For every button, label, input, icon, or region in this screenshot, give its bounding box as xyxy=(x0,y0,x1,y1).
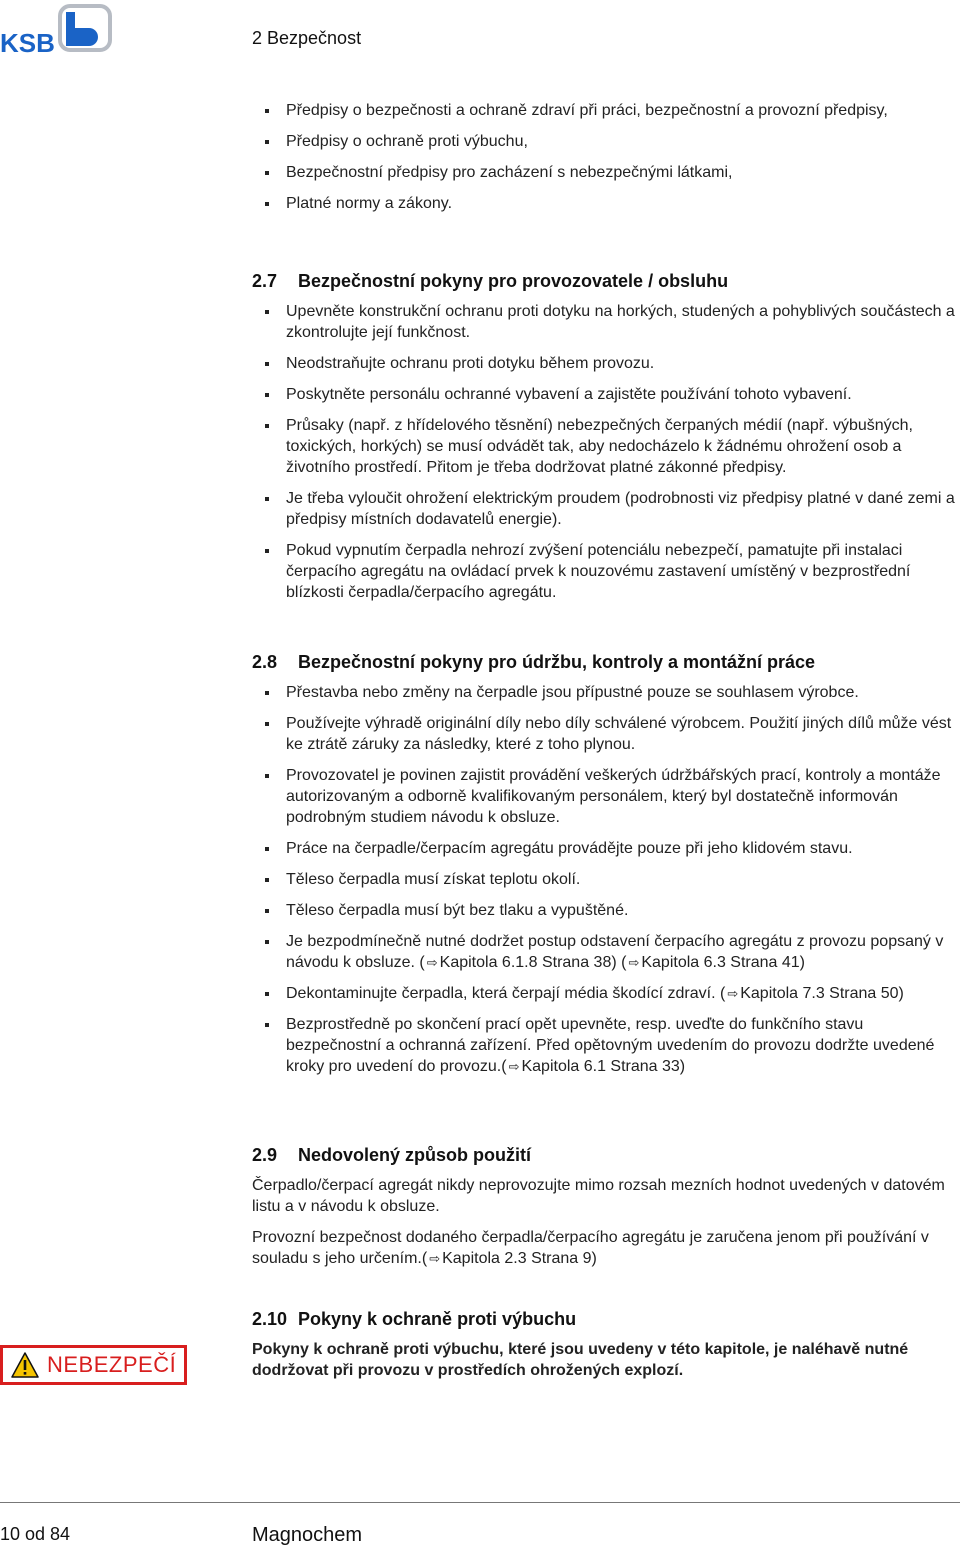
running-header: 2 Bezpečnost xyxy=(252,28,362,48)
danger-label-box xyxy=(0,1345,187,1385)
item-text: Dekontaminujte čerpadla, která čerpají média škodící zdraví. ( xyxy=(286,985,726,1002)
intro-list-block xyxy=(252,100,956,224)
list-item: Pokud vypnutím čerpadla nehrozí zvýšení potenciálu nebezpečí, pamatujte při instalaci čerpacího agregátu na ovládací prvek k nouzovému zastavení umístěný v bezprostřední blízkosti čerpadla/čerpacího agregátu. xyxy=(252,540,956,603)
section-2-9 xyxy=(252,1143,956,1279)
list-item: Předpisy o ochraně proti výbuchu, xyxy=(252,131,956,152)
cross-reference-arrow-icon: ⇨ xyxy=(727,986,739,1001)
list-item xyxy=(252,983,956,1004)
list-item: Předpisy o bezpečnosti a ochraně zdraví při práci, bezpečnostní a provozní předpisy, xyxy=(252,100,956,121)
section-heading xyxy=(252,1307,956,1331)
cross-reference-arrow-icon: ⇨ xyxy=(426,955,438,970)
item-text: Bezprostředně po skončení prací opět upevněte, resp. uveďte do funkčního stavu bezpečnostní a ochranná zařízení. Před opětovným uvedením do provozu dodržte uvedené kroky pro uvedení do provozu.( xyxy=(286,1016,935,1075)
section-title: Nedovolený způsob použití xyxy=(298,1145,531,1165)
cross-reference-link[interactable]: Kapitola 6.1 Strana 33) xyxy=(521,1058,686,1075)
footer-divider xyxy=(0,1502,960,1503)
section-number: 2.10 xyxy=(252,1309,288,1329)
cross-reference-arrow-icon: ⇨ xyxy=(628,955,640,970)
section-title: Pokyny k ochraně proti výbuchu xyxy=(298,1309,577,1329)
list-item xyxy=(252,931,956,973)
danger-label-text: NEBEZPEČÍ xyxy=(47,1352,177,1377)
list-item: Přestavba nebo změny na čerpadle jsou přípustné pouze se souhlasem výrobce. xyxy=(252,682,956,703)
cross-reference-arrow-icon: ⇨ xyxy=(508,1059,520,1074)
section-number: 2.8 xyxy=(252,652,278,672)
section-number: 2.9 xyxy=(252,1145,278,1165)
section-title: Bezpečnostní pokyny pro údržbu, kontroly a montážní práce xyxy=(298,652,816,672)
list-item: Neodstraňujte ochranu proti dotyku během provozu. xyxy=(252,353,956,374)
list-item: Práce na čerpadle/čerpacím agregátu provádějte pouze při jeho klidovém stavu. xyxy=(252,838,956,859)
paragraph xyxy=(252,1227,956,1269)
list-item: Upevněte konstrukční ochranu proti dotyku na horkých, studených a pohyblivých součástech a zkontrolujte její funkčnost. xyxy=(252,301,956,343)
cross-reference-arrow-icon: ⇨ xyxy=(429,1251,441,1266)
section-2-7 xyxy=(252,269,956,613)
list-item: Platné normy a zákony. xyxy=(252,193,956,214)
warning-triangle-icon xyxy=(11,1352,39,1378)
page-number: 10 od 84 xyxy=(0,1524,71,1544)
section-heading xyxy=(252,1143,956,1167)
ksb-logo xyxy=(0,2,118,54)
intro-list xyxy=(252,100,956,214)
cross-reference-link[interactable]: Kapitola 6.3 Strana 41) xyxy=(641,954,806,971)
logo-text: KSB xyxy=(0,28,55,54)
list-item: Používejte výhradě originální díly nebo díly schválené výrobcem. Použití jiných dílů může vést ke ztrátě záruky za následky, které z toho plynou. xyxy=(252,713,956,755)
list-item: Těleso čerpadla musí získat teplotu okolí. xyxy=(252,869,956,890)
paragraph: Pokyny k ochraně proti výbuchu, které jsou uvedeny v této kapitole, je naléhavě nutné dodržovat při provozu v prostředích ohrožených explozí. xyxy=(252,1341,909,1379)
paragraph-text: Provozní bezpečnost dodaného čerpadla/čerpacího agregátu je zaručena jenom při používání v souladu s jeho určením.( xyxy=(252,1229,929,1267)
list-item: Těleso čerpadla musí být bez tlaku a vypuštěné. xyxy=(252,900,956,921)
list-item: Je třeba vyloučit ohrožení elektrickým proudem (podrobnosti viz předpisy platné v dané zemi a předpisy místních dodavatelů energie). xyxy=(252,488,956,530)
cross-reference-link[interactable]: Kapitola 2.3 Strana 9) xyxy=(442,1250,597,1267)
cross-reference-link[interactable]: Kapitola 7.3 Strana 50) xyxy=(740,985,904,1002)
item-text: Je bezpodmínečně nutné dodržet postup odstavení čerpacího agregátu z provozu popsaný v návodu k obsluze. ( xyxy=(286,933,944,971)
section-title: Bezpečnostní pokyny pro provozovatele / obsluhu xyxy=(298,271,729,291)
section-2-10 xyxy=(252,1307,956,1391)
section-heading xyxy=(252,650,956,674)
list-item: Provozovatel je povinen zajistit provádění veškerých údržbářských prací, kontroly a montáže autorizovaným a odborně kvalifikovaným personálem, který byl dostatečně informován podrobným studiem návodu k obsluze. xyxy=(252,765,956,828)
section-2-8 xyxy=(252,650,956,1087)
cross-reference-link[interactable]: Kapitola 6.1.8 Strana 38) ( xyxy=(439,954,627,971)
list-item: Bezpečnostní předpisy pro zacházení s nebezpečnými látkami, xyxy=(252,162,956,183)
section-list xyxy=(252,301,956,603)
paragraph: Čerpadlo/čerpací agregát nikdy neprovozujte mimo rozsah mezních hodnot uvedených v datovém listu a v návodu k obsluze. xyxy=(252,1177,945,1215)
section-heading xyxy=(252,269,956,293)
section-number: 2.7 xyxy=(252,271,278,291)
section-list xyxy=(252,682,956,1077)
product-name: Magnochem xyxy=(252,1524,363,1546)
list-item: Průsaky (např. z hřídelového těsnění) nebezpečných čerpaných médií (např. výbušných, toxických, horkých) se musí odvádět tak, aby nedocházelo k žádnému ohrožení osob a životního prostředí. Přitom je třeba dodržovat platné zákonné předpisy. xyxy=(252,415,956,478)
list-item xyxy=(252,1014,956,1077)
list-item: Poskytněte personálu ochranné vybavení a zajistěte používání tohoto vybavení. xyxy=(252,384,956,405)
